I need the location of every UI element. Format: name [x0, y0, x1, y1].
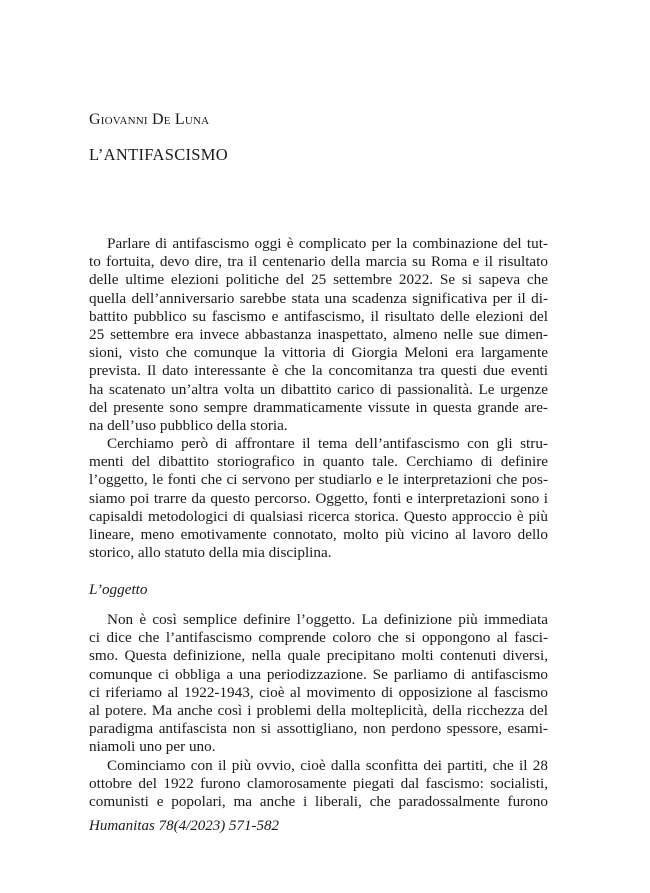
text-line: paradigma antifascista non si assottigliano, non perdono spessore, esami- — [89, 720, 548, 738]
text-line: quella dell’anniversario sarebbe stata una scadenza significativa per il di- — [89, 289, 548, 307]
text-line: Parlare di antifascismo oggi è complicato per la combinazione del tut- — [107, 235, 548, 252]
paragraph-2 — [89, 435, 548, 562]
article-title: L’ANTIFASCISMO — [89, 145, 228, 164]
text-line: Cominciamo con il più ovvio, cioè dalla sconfitta dei partiti, che il 28 — [107, 756, 548, 774]
text-line: Non è così semplice definire l’oggetto. La definizione più immediata — [107, 611, 548, 628]
text-line: to fortuita, devo dire, tra il centenario della marcia su Roma e il risultato — [89, 253, 548, 271]
text-line: capisaldi metodologici di qualsiasi ricerca storica. Questo approccio è più — [89, 507, 548, 525]
text-line: ha scatenato un’altra volta un dibattito carico di passionalità. Le urgenze — [89, 380, 548, 398]
text-line: al potere. Ma anche così i problemi della molteplicità, della ricchezza del — [89, 701, 548, 719]
paragraph-3 — [89, 611, 548, 757]
text-line: ci dice che l’antifascismo comprende coloro che si oppongono al fasci- — [89, 629, 548, 647]
text-line: ottobre del 1922 furono clamorosamente piegati dal fascismo: socialisti, — [89, 774, 548, 792]
text-line: comunisti e popolari, ma anche i liberali, che paradossalmente furono — [89, 792, 548, 810]
text-line: 25 settembre era invece abbastanza inaspettato, almeno nelle sue dimen- — [89, 325, 548, 343]
text-line: ci riferiamo al 1922-1943, cioè al movimento di opposizione al fascismo — [89, 683, 548, 701]
section-heading: L’oggetto — [89, 581, 148, 598]
text-line: prevista. Il dato interessante è che la concomitanza tra questi due eventi — [89, 362, 548, 380]
text-line: sioni, visto che comunque la vittoria di Giorgia Meloni era largamente — [89, 344, 548, 362]
text-line: lineare, meno emotivamente connotato, molto più vicino al lavoro dello — [89, 526, 548, 543]
text-line: l’oggetto, le fonti che ci servono per studiarlo e le interpretazioni che pos- — [89, 471, 548, 489]
article-body-section — [89, 611, 548, 811]
text-line: battito pubblico su fascismo e antifascismo, il risultato delle elezioni del — [89, 307, 548, 325]
text-line: siamo poi trarre da questo percorso. Oggetto, fonti e interpretazioni sono i — [89, 489, 548, 507]
text-line: del presente sono sempre drammaticamente vissute in questa grande are- — [89, 398, 548, 416]
text-line: na dell’uso pubblico della storia. — [89, 416, 288, 434]
article-body-intro — [89, 235, 548, 562]
journal-citation: Humanitas 78(4/2023) 571-582 — [89, 818, 279, 834]
text-line: smo. Questa definizione, nella quale precipitano molti contenuti diversi, — [89, 647, 548, 665]
text-line: niamoli uno per uno. — [89, 738, 216, 756]
text-line: delle ultime elezioni politiche del 25 settembre 2022. Se si sapeva che — [89, 271, 548, 289]
paragraph-4 — [89, 757, 548, 812]
text-line: Cerchiamo però di affrontare il tema dell’antifascismo con gli stru- — [107, 435, 548, 453]
text-line: comunque ci obbliga a una periodizzazione. Se parliamo di antifascismo — [89, 665, 548, 683]
article-author: Giovanni De Luna — [89, 111, 210, 128]
text-line: menti del dibattito storiografico in quanto tale. Cerchiamo di definire — [89, 453, 548, 471]
text-line: storico, allo statuto della mia disciplina. — [89, 544, 332, 562]
paragraph-1 — [89, 235, 548, 435]
